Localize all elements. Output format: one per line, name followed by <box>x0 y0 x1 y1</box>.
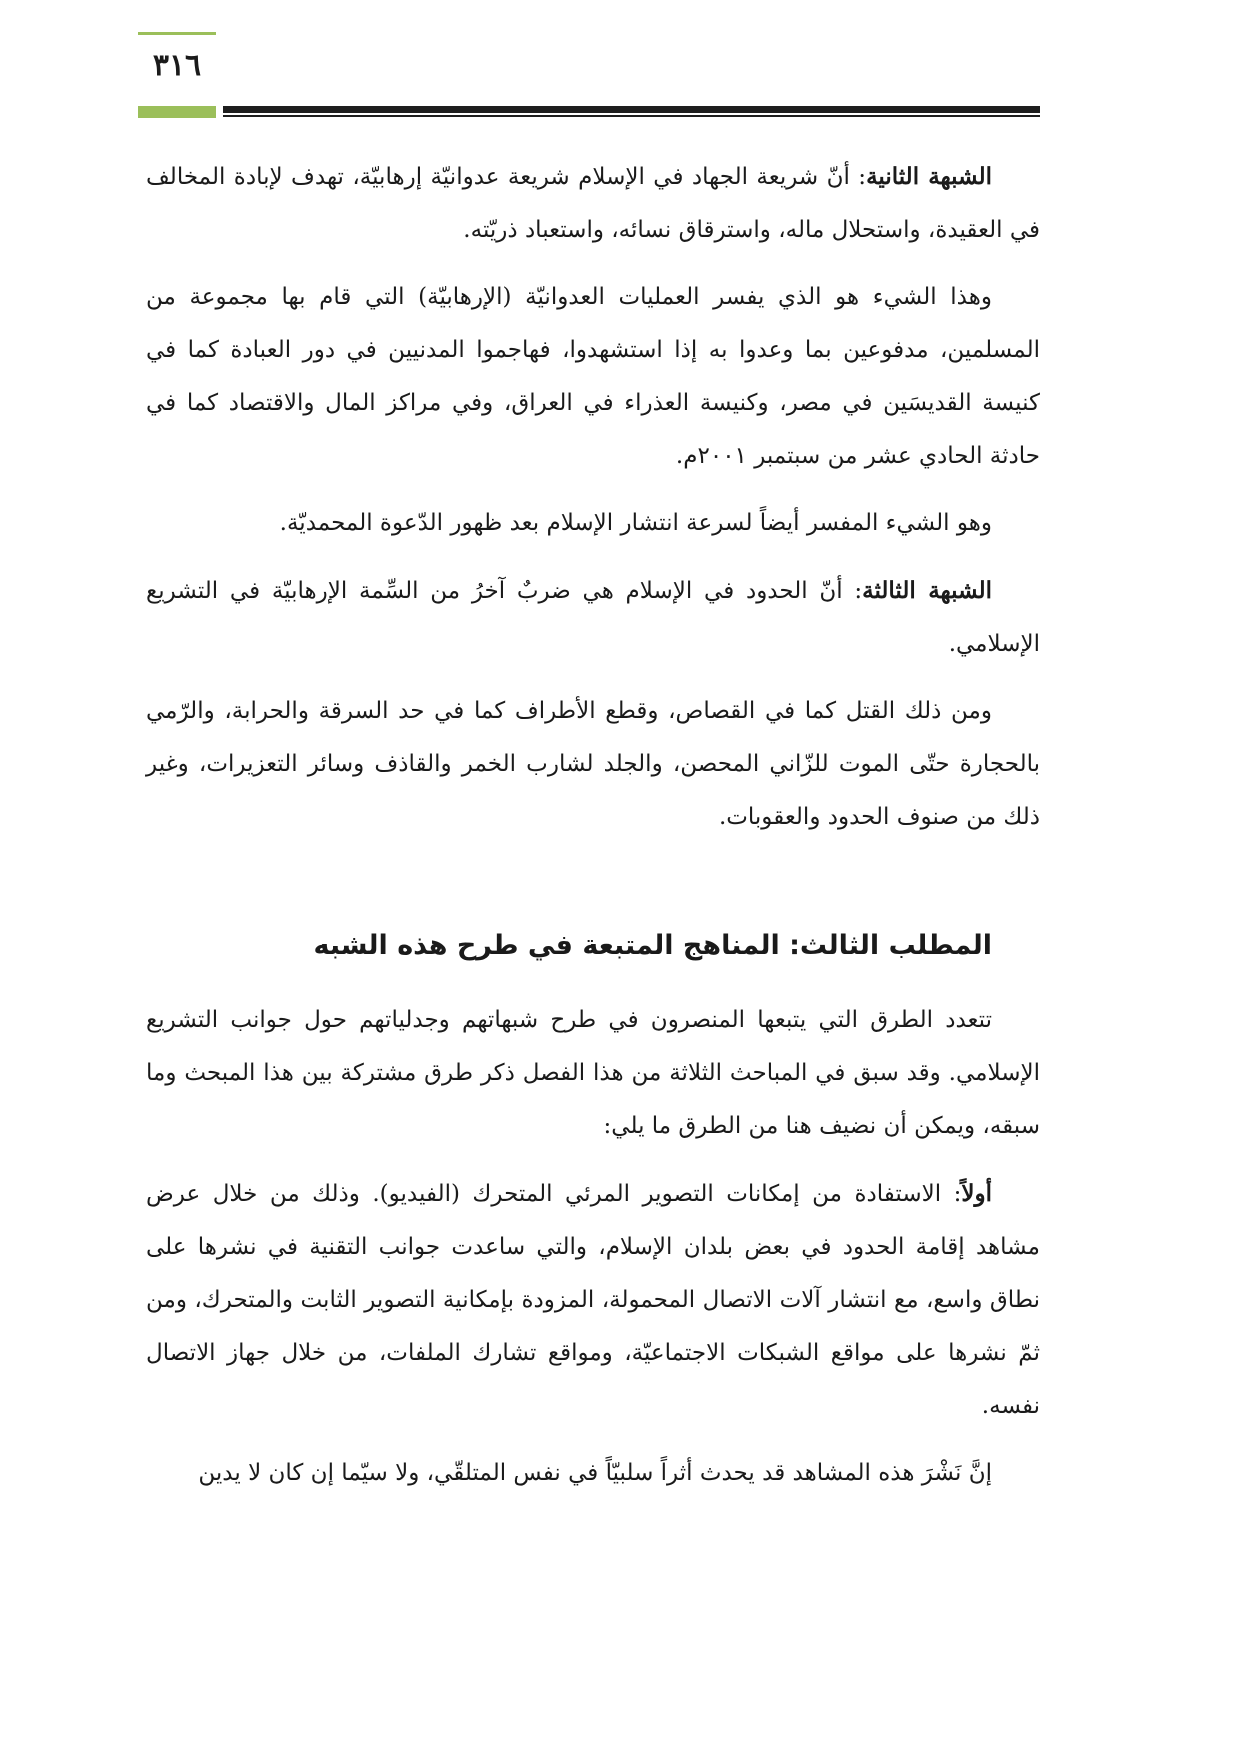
paragraph-text: وهذا الشيء هو الذي يفسر العمليات العدوانيّة (الإرهابيّة) التي قام بها مجموعة من المسلمين، مدفوعين بما وعدوا به إذا استشهدوا، فهاجموا المدنيين في دور العبادة كما في كنيسة القديسَين في مصر، وكنيسة العذراء في العراق، وفي مراكز المال والاقتصاد كما في حادثة الحادي عشر من سبتمبر ٢٠٠١م. <box>146 284 1040 469</box>
header-green-bar <box>138 106 216 118</box>
paragraph-text: : أنّ الحدود في الإسلام هي ضربٌ آخرُ من السِّمة الإرهابيّة في التشريع الإسلامي. <box>146 578 1040 657</box>
paragraph-third-doubt <box>146 564 1040 671</box>
paragraph-lead: الشبهة الثالثة <box>862 577 992 604</box>
paragraph-second-doubt <box>146 150 1040 257</box>
section-title: المطلب الثالث: المناهج المتبعة في طرح هذه الشبه <box>313 930 992 961</box>
paragraph-spread-of-islam <box>146 497 1040 550</box>
paragraph-lead: الشبهة الثانية <box>866 163 992 190</box>
paragraph-first-method <box>146 1167 1040 1433</box>
paragraph-text: تتعدد الطرق التي يتبعها المنصرون في طرح شبهاتهم وجدلياتهم حول جوانب التشريع الإسلامي. وقد سبق في المباحث الثلاثة من هذا الفصل ذكر طرق مشتركة بين هذا المبحث وما سبقه، ويمكن أن نضيف هنا من الطرق ما يلي: <box>146 1007 1040 1139</box>
paragraph-text: وهو الشيء المفسر أيضاً لسرعة انتشار الإسلام بعد ظهور الدّعوة المحمديّة. <box>279 510 992 536</box>
paragraph-text: : أنّ شريعة الجهاد في الإسلام شريعة عدوانيّة إرهابيّة، تهدف لإبادة المخالف في العقيدة، واستحلال ماله، واسترقاق نسائه، واستعباد ذريّته. <box>146 164 1040 243</box>
header-top-line <box>138 32 216 35</box>
paragraph-negative-effect <box>146 1447 1040 1500</box>
paragraph-terror-operations <box>146 271 1040 483</box>
page-number: ٣١٦ <box>152 48 202 83</box>
page-body <box>146 150 1040 1514</box>
header-rule-thick <box>223 106 1040 113</box>
paragraph-lead: أولاً <box>961 1180 992 1207</box>
header-rule-thin <box>223 115 1040 117</box>
paragraph-methods-intro <box>146 994 1040 1153</box>
paragraph-text: إنَّ نَشْرَ هذه المشاهد قد يحدث أثراً سلبيّاً في نفس المتلقّي، ولا سيّما إن كان لا يدين <box>198 1460 992 1486</box>
header-rule <box>223 106 1040 118</box>
paragraph-punishments <box>146 685 1040 844</box>
paragraph-text: : الاستفادة من إمكانات التصوير المرئي المتحرك (الفيديو). وذلك من خلال عرض مشاهد إقامة الحدود في بعض بلدان الإسلام، والتي ساعدت جوانب التقنية في نشرها على نطاق واسع، مع انتشار آلات الاتصال المحمولة، المزودة بإمكانية التصوير الثابت والمتحرك، ومن ثمّ نشرها على مواقع الشبكات الاجتماعيّة، ومواقع تشارك الملفات، من خلال جهاز الاتصال نفسه. <box>146 1181 1040 1419</box>
paragraph-text: ومن ذلك القتل كما في القصاص، وقطع الأطراف كما في حد السرقة والحرابة، والرّمي بالحجارة حتّى الموت للزّاني المحصن، والجلد لشارب الخمر والقاذف وسائر التعزيرات، وغير ذلك من صنوف الحدود والعقوبات. <box>146 698 1040 830</box>
